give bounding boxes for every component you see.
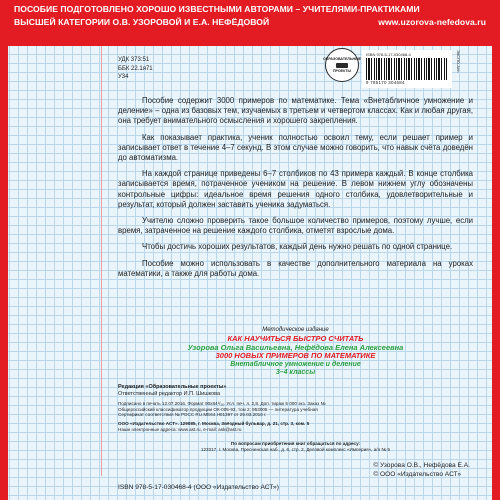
copyright-block (373, 461, 470, 479)
paragraph-4: Учителю сложно проверить такое большое количество примеров, поэтому лучше, если время, затраченное на решение каждого столбика, отметят взрослые дома. (118, 216, 473, 236)
credits (118, 384, 473, 398)
description-text (118, 96, 473, 285)
series-title: КАК НАУЧИТЬСЯ БЫСТРО СЧИТАТЬ (227, 334, 364, 343)
bbk-code: ББК 22.1я71 (118, 65, 153, 72)
barcode-isbn: ISBN 978-5-17-030468-4 (366, 52, 411, 57)
publisher-contacts: Наши электронные адреса: www.ast.ru, e-mail: ask@ast.ru (118, 426, 242, 432)
redaction: Редакция «Образовательные проекты» (118, 384, 227, 390)
catalog-codes (118, 56, 153, 82)
graduation-cap-icon (336, 63, 348, 68)
orders-heading: По вопросам приобретения книг обращаться по адресу: (230, 441, 361, 446)
publisher-logo (322, 48, 362, 82)
orders-info (118, 441, 473, 453)
top-banner (0, 0, 500, 46)
tech-info (118, 401, 473, 418)
banner-line-2 (14, 16, 486, 29)
authors: Узорова Ольга Васильевна, Нефёдова Елена Алексеевна (187, 343, 404, 352)
book-title: 3000 НОВЫХ ПРИМЕРОВ ПО МАТЕМАТИКЕ (215, 351, 376, 360)
publisher-address: ООО «Издательство АСТ». 129085, г. Москва, Звёздный бульвар, д. 21, стр. 3, ком. 5 (118, 421, 310, 426)
imprint-block (118, 327, 473, 377)
banner-authors: ВЫСШЕЙ КАТЕГОРИИ О.В. УЗОРОВОЙ И Е.А. НЕФЁДОВОЙ (14, 17, 270, 27)
barcode (362, 50, 452, 88)
publisher-info (118, 421, 473, 433)
tech-line-3: Сертификат соответствия № РОСС RU.МЕ64.Н01397 от 29.03.2016 г. (118, 412, 267, 418)
right-red-border (492, 0, 500, 500)
udk-code: УДК 373:51 (118, 57, 150, 63)
bottom-isbn: ISBN 978-5-17-030468-4 (ООО «Издательство АСТ») (118, 484, 279, 491)
edition-type: Методическое издание (262, 327, 329, 333)
grade-level: 3–4 классы (275, 369, 316, 376)
left-red-border (0, 0, 8, 500)
book-subtitle: Внетабличное умножение и деление (230, 360, 361, 368)
banner-line-1: ПОСОБИЕ ПОДГОТОВЛЕНО ХОРОШО ИЗВЕСТНЫМИ АВТОРАМИ – УЧИТЕЛЯМИ-ПРАКТИКАМИ (14, 4, 420, 14)
barcode-bars (366, 58, 448, 80)
paragraph-1: Пособие содержит 3000 примеров по математике. Тема «Внетабличное умножение и деление» – одна из базовых тем, изучаемых в третьем и четвертом классах. Как и любая другая, она требует внимательного осмысления и хорошего закрепления. (118, 96, 473, 126)
barcode-digits: 9 785170 304684 (366, 80, 405, 85)
tech-line-1: Подписано в печать 12.07.2016. Формат 90х84¹/₁₆. Усл. печ. л. 2,8. Доп. тираж 5 000 экз. Заказ № (118, 401, 326, 406)
paragraph-6: Пособие можно использовать в качестве дополнительного материала на уроках математики, а также для работы дома. (118, 258, 473, 278)
paragraph-3: На каждой странице приведены 6–7 столбиков по 43 примера каждый. В конце столбика записывается время, потраченное учеником на решение. В левом нижнем углу обозначены контрольные цифры: идеальное время решения одного столбика, удовлетворительные и результат, который должен заставить ученика задуматься. (118, 169, 473, 209)
logo-text-top: ОБРАЗОВАТЕЛЬНЫЕ (322, 57, 362, 62)
vertical-print-code: ЭКСПО-Анн (456, 50, 461, 73)
notebook-margin-line (101, 46, 102, 476)
tech-line-2: Общероссийский классификатор продукции ОК-005-93, том 2; 953005 — литература учебная (118, 406, 318, 412)
logo-text-bottom: ПРОЕКТЫ (332, 68, 352, 73)
orders-address: 123317, г. Москва, Пресненская наб., д. 6, стр. 2, Деловой комплекс «Империя», а/я № 5 (200, 446, 391, 452)
responsible-editor: Ответственный редактор И.П. Шишкова (118, 391, 221, 397)
paragraph-5: Чтобы достичь хороших результатов, каждый день нужно решать по одной странице. (142, 242, 453, 252)
paragraph-2: Как показывает практика, ученик полностью освоил тему, если решает пример и записывает ответ в течение 4–7 секунд. В этом случае можно говорить, что навык счёта доведён до автоматизма. (118, 132, 473, 163)
copyright-authors: © Узорова О.В., Нефёдова Е.А. (373, 462, 470, 469)
author-code: У34 (118, 74, 129, 80)
copyright-publisher: © ООО «Издательство АСТ» (373, 471, 462, 478)
banner-url: www.uzorova-nefedova.ru (378, 17, 486, 27)
